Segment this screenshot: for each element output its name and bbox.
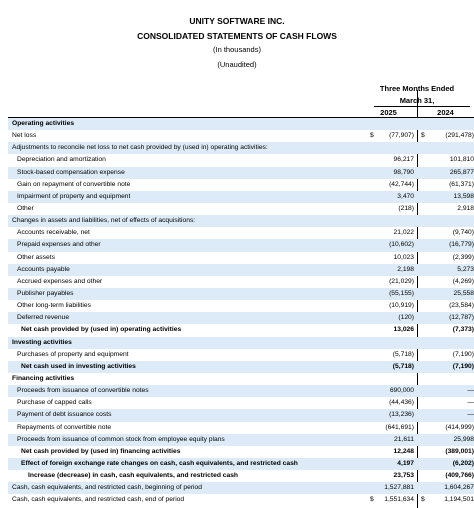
table-row (8, 422, 474, 434)
table-row (8, 239, 474, 251)
value-2024: 1,604,267 (444, 484, 474, 492)
row-label: Changes in assets and liabilities, net of effects of acquisitions: (12, 217, 196, 225)
table-row (8, 227, 474, 239)
value-2025: 21,611 (394, 435, 414, 443)
row-label: Purchase of capped calls (17, 399, 92, 407)
value-2025: 98,790 (393, 168, 414, 176)
table-row (8, 215, 474, 227)
year-2024-header: 2024 (437, 108, 454, 117)
value-2025: (77,907) (389, 132, 414, 140)
table-row (8, 252, 474, 264)
value-2024: 101,810 (449, 156, 474, 164)
row-label: Cash, cash equivalents, and restricted cash, beginning of period (12, 484, 202, 492)
row-label: Gain on repayment of convertible note (17, 180, 131, 188)
table-row (8, 312, 474, 324)
value-2025: 3,470 (397, 192, 414, 200)
value-2024: 13,598 (453, 192, 474, 200)
row-label: Increase (decrease) in cash, cash equivalents, and restricted cash (28, 472, 239, 480)
row-label: Accounts payable (17, 265, 70, 273)
row-label: Publisher payables (17, 289, 74, 297)
row-label: Net cash provided by (used in) financing activities (21, 447, 181, 455)
table-row (8, 288, 474, 300)
value-2024: 25,998 (453, 435, 474, 443)
row-label: Proceeds from issuance of common stock from employee equity plans (17, 435, 225, 443)
row-label: Payment of debt issuance costs (17, 411, 112, 419)
currency-symbol: $ (421, 496, 425, 504)
row-label: Other (17, 204, 34, 212)
row-label: Purchases of property and equipment (17, 350, 129, 358)
value-2024: (414,999) (445, 423, 474, 431)
value-2025: 4,197 (397, 459, 414, 467)
row-label: Effect of foreign exchange rate changes on cash, cash equivalents, and restricted cash (21, 459, 298, 467)
value-2025: (42,744) (389, 180, 414, 188)
value-2025: 10,023 (393, 253, 414, 261)
value-2024: (23,584) (449, 302, 474, 310)
row-label: Investing activities (12, 338, 72, 346)
value-2024: (61,371) (449, 180, 474, 188)
row-label: Net loss (12, 132, 37, 140)
currency-symbol: $ (370, 132, 374, 140)
value-2025: (10,919) (389, 302, 414, 310)
table-row (8, 361, 474, 373)
table-row (8, 397, 474, 409)
row-label: Proceeds from issuance of convertible notes (17, 387, 149, 395)
table-row (8, 446, 474, 458)
value-2024: — (467, 387, 474, 395)
value-2024: (4,269) (452, 277, 474, 285)
value-2024: (9,740) (452, 229, 474, 237)
value-2024: (409,766) (445, 472, 474, 480)
table-row (8, 324, 474, 336)
value-2025: (5,718) (392, 350, 414, 358)
year-2025-header: 2025 (380, 108, 397, 117)
table-row (8, 300, 474, 312)
row-label: Prepaid expenses and other (17, 241, 101, 249)
value-2024: 1,194,501 (444, 496, 474, 504)
value-2024: (12,787) (449, 314, 474, 322)
value-2024: (16,779) (449, 241, 474, 249)
value-2024: (291,478) (445, 132, 474, 140)
value-2025: (218) (398, 204, 414, 212)
value-2025: (13,236) (389, 411, 414, 419)
currency-symbol: $ (370, 496, 374, 504)
audit-note: (Unaudited) (217, 60, 257, 69)
period-header: Three Months Ended (379, 84, 455, 93)
value-2024: (7,190) (452, 362, 474, 370)
table-row (8, 349, 474, 361)
company-name: UNITY SOFTWARE INC. (189, 16, 285, 26)
table-row (8, 276, 474, 288)
value-2025: (55,155) (389, 289, 414, 297)
value-2024: 25,558 (453, 289, 474, 297)
value-2025: 1,551,634 (384, 496, 414, 504)
table-row (8, 203, 474, 215)
row-label: Net cash provided by (used in) operating activities (21, 326, 182, 334)
value-2024: 265,877 (449, 168, 474, 176)
table-row (8, 494, 474, 506)
row-label: Accrued expenses and other (17, 277, 103, 285)
value-2025: 23,753 (393, 472, 414, 480)
table-row (8, 385, 474, 397)
table-row (8, 434, 474, 446)
value-2024: 5,273 (457, 265, 474, 273)
statement-title: CONSOLIDATED STATEMENTS OF CASH FLOWS (137, 31, 337, 41)
row-label: Adjustments to reconcile net loss to net cash provided by (used in) operating activities: (12, 144, 268, 152)
value-2024: (389,001) (445, 447, 474, 455)
table-row (8, 130, 474, 142)
value-2025: 2,198 (397, 265, 414, 273)
value-2025: 21,022 (393, 229, 414, 237)
value-2024: — (467, 411, 474, 419)
statement-rows (8, 117, 474, 507)
value-2024: (7,373) (452, 326, 474, 334)
value-2024: (6,202) (452, 459, 474, 467)
table-row (8, 167, 474, 179)
row-label: Depreciation and amortization (17, 156, 106, 164)
table-row (8, 409, 474, 421)
table-row (8, 264, 474, 276)
value-2024: — (467, 399, 474, 407)
value-2025: 13,026 (393, 326, 414, 334)
value-2025: (120) (398, 314, 414, 322)
value-2025: (5,718) (392, 362, 414, 370)
row-label: Stock-based compensation expense (17, 168, 125, 176)
table-row (8, 154, 474, 166)
value-2025: 690,000 (389, 387, 414, 395)
row-label: Cash, cash equivalents, and restricted cash, end of period (12, 496, 185, 504)
row-label: Other long-term liabilities (17, 302, 91, 310)
row-label: Operating activities (12, 120, 75, 127)
value-2025: 12,248 (393, 447, 414, 455)
value-2025: (10,602) (389, 241, 414, 249)
value-2024: (2,399) (452, 253, 474, 261)
value-2024: (7,190) (452, 350, 474, 358)
value-2025: 96,217 (393, 156, 414, 164)
row-label: Net cash used in investing activities (21, 362, 136, 370)
row-label: Deferred revenue (17, 314, 70, 322)
row-label: Financing activities (12, 374, 75, 382)
currency-symbol: $ (421, 132, 425, 140)
table-row (8, 118, 474, 130)
row-label: Other assets (17, 253, 55, 261)
value-2025: (44,436) (389, 399, 414, 407)
value-2025: (21,029) (389, 277, 414, 285)
value-2025: 1,527,881 (384, 484, 414, 492)
value-2025: (641,691) (385, 423, 414, 431)
table-row (8, 191, 474, 203)
row-label: Accounts receivable, net (17, 229, 90, 237)
row-label: Impairment of property and equipment (17, 192, 131, 200)
table-row (8, 458, 474, 470)
table-row (8, 482, 474, 494)
as-of-header: March 31, (399, 96, 435, 105)
table-row (8, 373, 474, 385)
row-label: Repayments of convertible note (17, 423, 112, 431)
period-underline (374, 106, 470, 107)
table-row (8, 179, 474, 191)
value-2024: 2,918 (457, 204, 474, 212)
table-row (8, 470, 474, 482)
table-row (8, 142, 474, 154)
units-note: (In thousands) (213, 45, 261, 54)
table-row (8, 337, 474, 349)
